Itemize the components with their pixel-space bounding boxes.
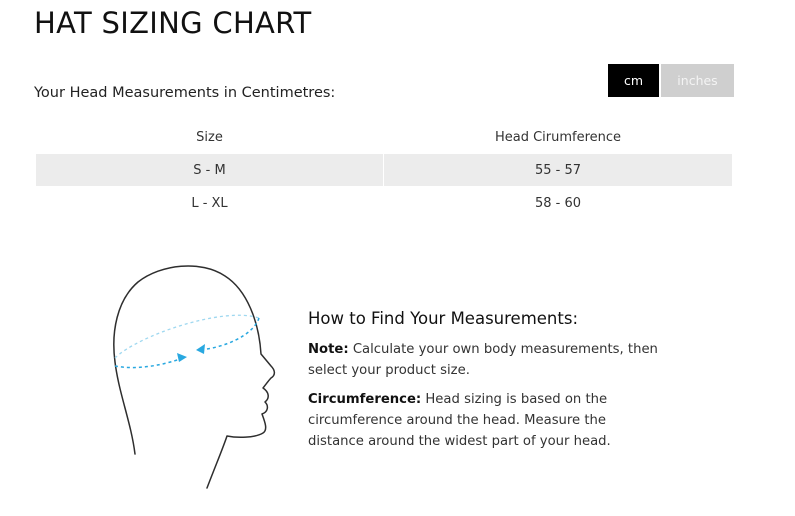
size-cell: S - M <box>36 154 383 186</box>
header-head-circumference: Head Cirumference <box>494 129 622 145</box>
table-header-row <box>36 121 732 153</box>
size-cell: L - XL <box>191 195 228 211</box>
measurements-subtitle: Your Head Measurements in Centimetres: <box>34 85 336 101</box>
how-to-title: How to Find Your Measurements: <box>308 309 579 328</box>
size-table <box>36 121 732 220</box>
page-title: HAT SIZING CHART <box>34 6 312 40</box>
circumference-text: Head sizing is based on the circumference around the head. Measure the distance around the widest part of your head. <box>308 392 611 449</box>
unit-inches-button[interactable]: inches <box>661 64 734 97</box>
note-text: Calculate your own body measurements, then select your product size. <box>308 342 658 378</box>
table-row <box>36 154 732 186</box>
how-to-measure-section <box>308 309 658 460</box>
unit-toggle <box>608 64 734 97</box>
circumference-label: Circumference: <box>308 392 422 407</box>
circumference-cell: 58 - 60 <box>534 195 582 211</box>
circumference-paragraph <box>308 389 658 452</box>
note-paragraph <box>308 339 658 381</box>
head-profile-illustration <box>105 262 285 494</box>
circumference-cell: 55 - 57 <box>384 154 732 186</box>
note-label: Note: <box>308 342 349 357</box>
unit-cm-button[interactable]: cm <box>608 64 659 97</box>
table-row <box>36 187 732 219</box>
header-size: Size <box>196 129 223 145</box>
